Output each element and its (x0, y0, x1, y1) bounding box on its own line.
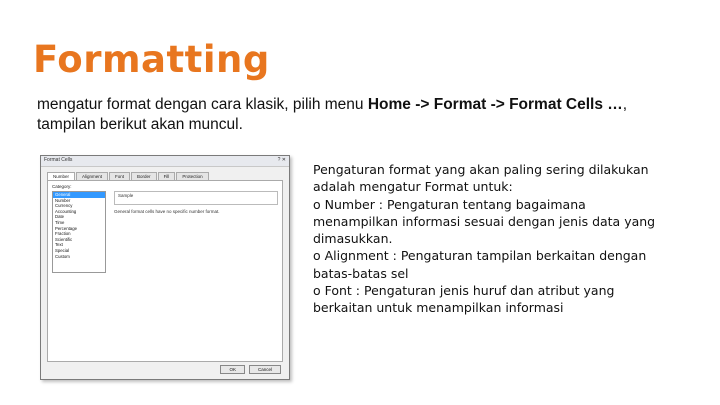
dialog-buttons (216, 365, 281, 374)
category-item-percentage: Percentage (55, 225, 77, 231)
category-item-scientific: Scientific (55, 236, 73, 242)
ok-button: OK (220, 365, 245, 374)
explanation-item-number: o Number : Pengaturan tentang bagaimana menampilkan informasi sesuai dengan jenis data yang dimasukkan. (313, 196, 656, 247)
intro-text-pre: mengatur format dengan cara klasik, pilih menu (37, 96, 368, 113)
intro-text (37, 95, 687, 135)
category-item-date: Date (55, 214, 65, 220)
category-item-number: Number (55, 197, 71, 203)
tab-protection: Protection (176, 172, 208, 180)
dialog-panel (47, 180, 283, 362)
category-item-fraction: Fraction (55, 231, 71, 237)
menu-path: Home -> Format -> Format Cells … (367, 96, 623, 113)
dialog-title: Format Cells (44, 157, 73, 163)
format-cells-dialog-screenshot (40, 155, 290, 380)
explanation-intro: Pengaturan format yang akan paling sering dilakukan adalah mengatur Format untuk: (313, 162, 649, 195)
category-item-text: Text (55, 242, 63, 248)
tab-border: Border (131, 172, 157, 180)
dialog-titlebar (41, 156, 289, 167)
tab-number: Number (47, 172, 75, 180)
sample-box (114, 191, 278, 205)
tab-alignment: Alignment (76, 172, 108, 180)
category-item-general: General (53, 192, 105, 198)
category-item-currency: Currency (55, 203, 73, 209)
explanation-text (313, 161, 663, 317)
category-list (52, 191, 106, 273)
category-item-time: Time (55, 219, 65, 225)
category-item-special: Special (55, 247, 70, 253)
explanation-item-alignment: o Alignment : Pengaturan tampilan berkaitan dengan batas-batas sel (313, 248, 647, 281)
tab-fill: Fill (158, 172, 176, 180)
category-item-accounting: Accounting (55, 208, 77, 214)
sample-label: Sample (118, 193, 134, 198)
dialog-controls: ? ✕ (277, 157, 286, 163)
dialog-tabs (47, 172, 210, 180)
category-item-custom: Custom (55, 253, 70, 259)
tab-font: Font (109, 172, 130, 180)
category-label: Category: (52, 184, 72, 189)
slide-title: Formatting (33, 38, 270, 81)
explanation-item-font: o Font : Pengaturan jenis huruf dan atribut yang berkaitan untuk menampilkan informasi (313, 283, 615, 316)
cancel-button: Cancel (249, 365, 281, 374)
intro-text-post: , tampilan berikut akan muncul. (37, 96, 628, 133)
format-description: General format cells have no specific number format. (114, 209, 220, 214)
